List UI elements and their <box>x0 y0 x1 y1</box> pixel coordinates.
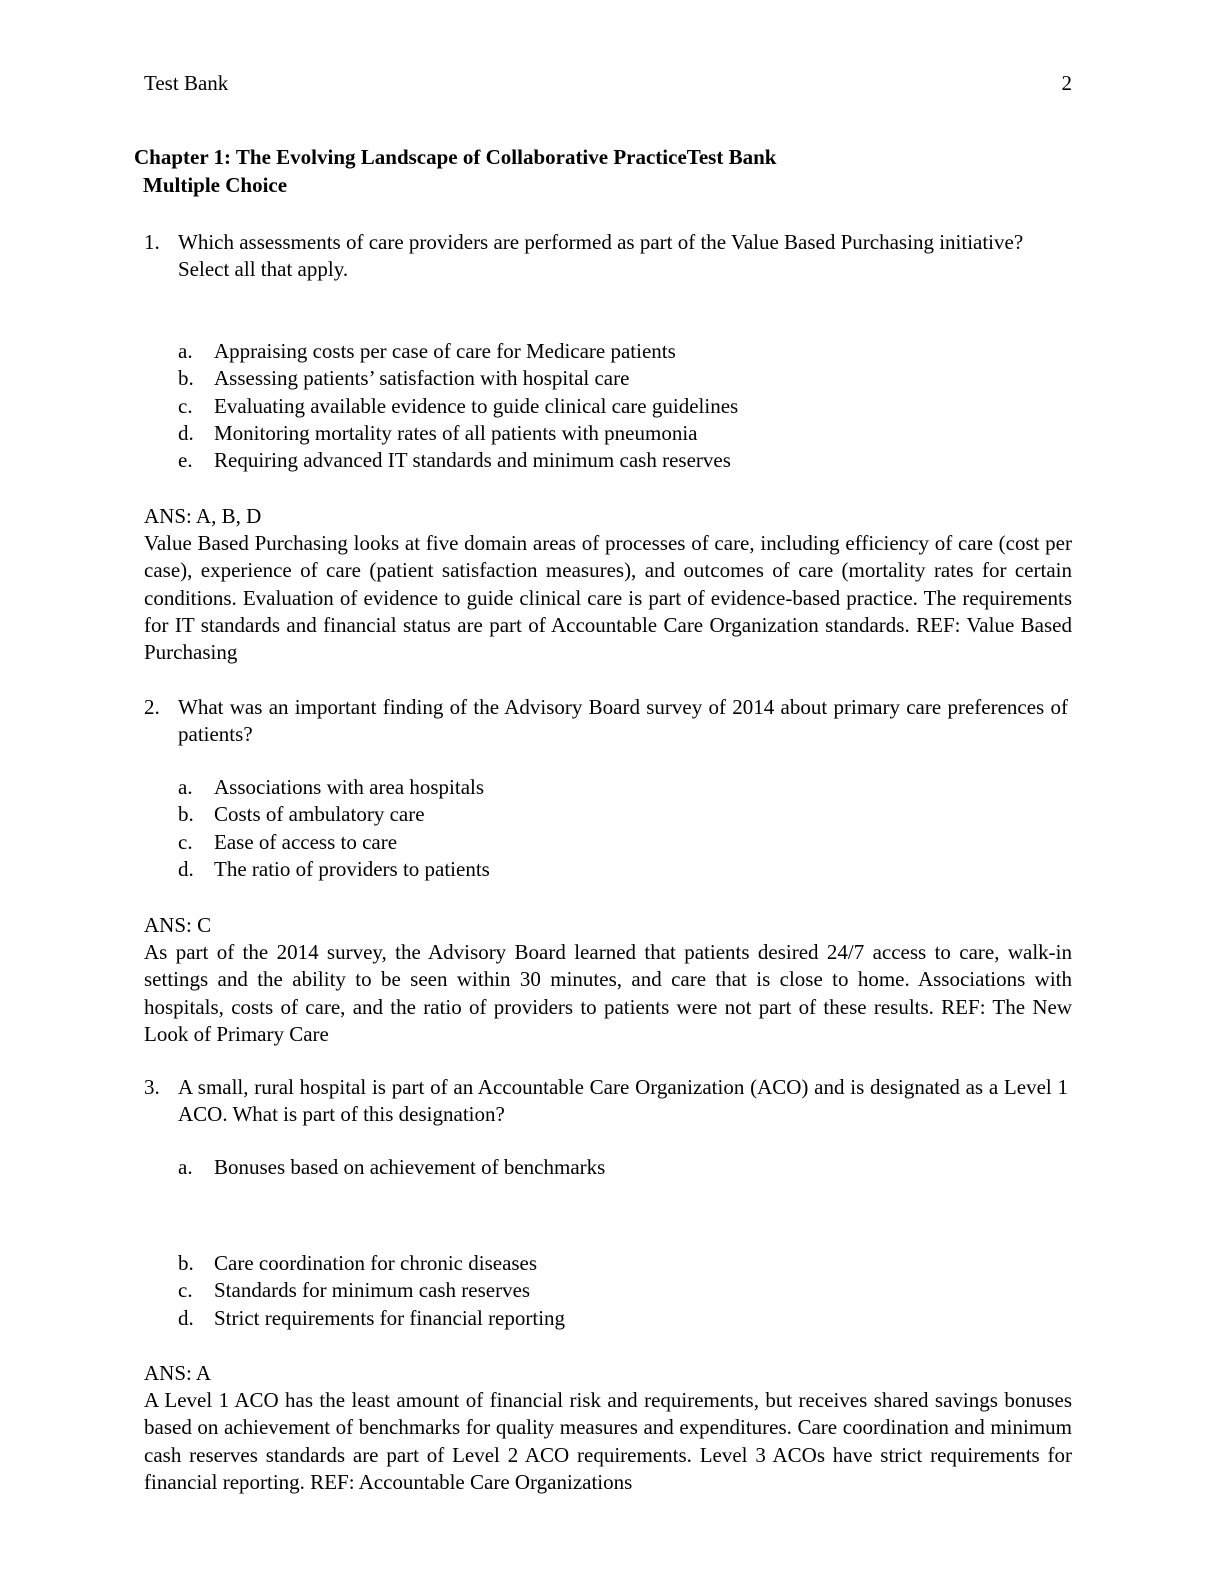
answer-key: ANS: A <box>144 1361 212 1385</box>
answer-options-3-continued <box>144 1250 1068 1332</box>
option-letter: c. <box>178 393 193 418</box>
option-item <box>144 1305 1068 1332</box>
question-instruction: Select all that apply. <box>178 257 349 282</box>
option-letter: b. <box>178 366 194 391</box>
question-text: A small, rural hospital is part of an Accountable Care Organization (ACO) and is designated as a Level 1 ACO. What is part of this designation? <box>178 1075 1068 1127</box>
option-text: The ratio of providers to patients <box>214 856 490 881</box>
option-text: Standards for minimum cash reserves <box>214 1278 531 1303</box>
question-1 <box>144 229 1068 284</box>
question-number: 3. <box>144 1075 160 1099</box>
question-stem-text: Which assessments of care providers are performed as part of the Value Based Purchasing initiative? <box>178 230 1024 254</box>
question-stem <box>144 229 1068 284</box>
question-number: 2. <box>144 695 160 719</box>
question-2 <box>144 694 1068 749</box>
option-letter: d. <box>178 420 194 445</box>
running-header: Test Bank <box>144 71 229 95</box>
rationale: As part of the 2014 survey, the Advisory Board learned that patients desired 24/7 access to care, walk-in settings and the ability to be seen within 30 minutes, and care that is close to home. Associations with hospitals, costs of care, and the ratio of providers to patients were not part of these results. REF: The New Look of Primary Care <box>144 940 1072 1046</box>
question-number: 1. <box>144 230 160 254</box>
option-item <box>144 338 1068 365</box>
option-text: Evaluating available evidence to guide clinical care guidelines <box>214 393 739 418</box>
rationale: Value Based Purchasing looks at five domain areas of processes of care, including efficiency of care (cost per case), experience of care (patient satisfaction measures), and outcomes of care (mortality rates for certain conditions. Evaluation of evidence to guide clinical care is part of evidence-based practice. The requirements for IT standards and financial status are part of Accountable Care Organization standards. REF: Value Based Purchasing <box>144 531 1072 665</box>
option-text: Monitoring mortality rates of all patients with pneumonia <box>214 420 698 445</box>
option-text: Costs of ambulatory care <box>214 802 425 827</box>
option-item <box>144 420 1068 447</box>
option-letter: d. <box>178 856 194 881</box>
chapter-heading <box>134 143 776 199</box>
option-text: Care coordination for chronic diseases <box>214 1251 538 1275</box>
option-item <box>144 393 1068 420</box>
option-letter: b. <box>178 1251 194 1275</box>
option-text: Associations with area hospitals <box>214 775 485 799</box>
option-text: Ease of access to care <box>214 829 398 854</box>
answer-options-1 <box>144 338 1068 474</box>
option-item <box>144 856 1068 883</box>
question-stem <box>144 1074 1068 1129</box>
answer-options-3 <box>144 1154 1068 1181</box>
option-letter: b. <box>178 802 194 827</box>
option-item <box>144 774 1068 801</box>
question-3 <box>144 1074 1068 1129</box>
question-text <box>178 229 1068 284</box>
option-item <box>144 1250 1068 1277</box>
option-text: Strict requirements for financial reporting <box>214 1305 566 1330</box>
answer-key: ANS: C <box>144 913 212 937</box>
section-title: Multiple Choice <box>143 173 288 197</box>
option-text: Requiring advanced IT standards and minimum cash reserves <box>214 448 731 473</box>
option-letter: d. <box>178 1305 194 1330</box>
option-letter: c. <box>178 1278 193 1303</box>
option-letter: e. <box>178 448 193 473</box>
option-letter: a. <box>178 339 193 363</box>
question-stem <box>144 694 1068 749</box>
option-text: Assessing patients’ satisfaction with hospital care <box>214 366 630 391</box>
answer-key: ANS: A, B, D <box>144 504 262 528</box>
page-number: 2 <box>1061 71 1072 95</box>
option-item <box>144 1277 1068 1304</box>
option-letter: a. <box>178 775 193 799</box>
option-item <box>144 447 1068 474</box>
question-text: What was an important finding of the Advisory Board survey of 2014 about primary care preferences of patients? <box>178 695 1068 747</box>
option-item <box>144 829 1068 856</box>
option-text: Appraising costs per case of care for Medicare patients <box>214 339 676 363</box>
option-item <box>144 801 1068 828</box>
option-letter: a. <box>178 1155 193 1179</box>
option-item <box>144 1154 1068 1181</box>
option-text: Bonuses based on achievement of benchmarks <box>214 1155 606 1179</box>
option-letter: c. <box>178 829 193 854</box>
chapter-title: Chapter 1: The Evolving Landscape of Collaborative PracticeTest Bank <box>134 145 777 169</box>
rationale: A Level 1 ACO has the least amount of financial risk and requirements, but receives shared savings bonuses based on achievement of benchmarks for quality measures and expenditures. Care coordination and minimum cash reserves standards are part of Level 2 ACO requirements. Level 3 ACOs have strict requirements for financial reporting. REF: Accountable Care Organizations <box>144 1388 1072 1494</box>
option-item <box>144 365 1068 392</box>
answer-options-2 <box>144 774 1068 883</box>
